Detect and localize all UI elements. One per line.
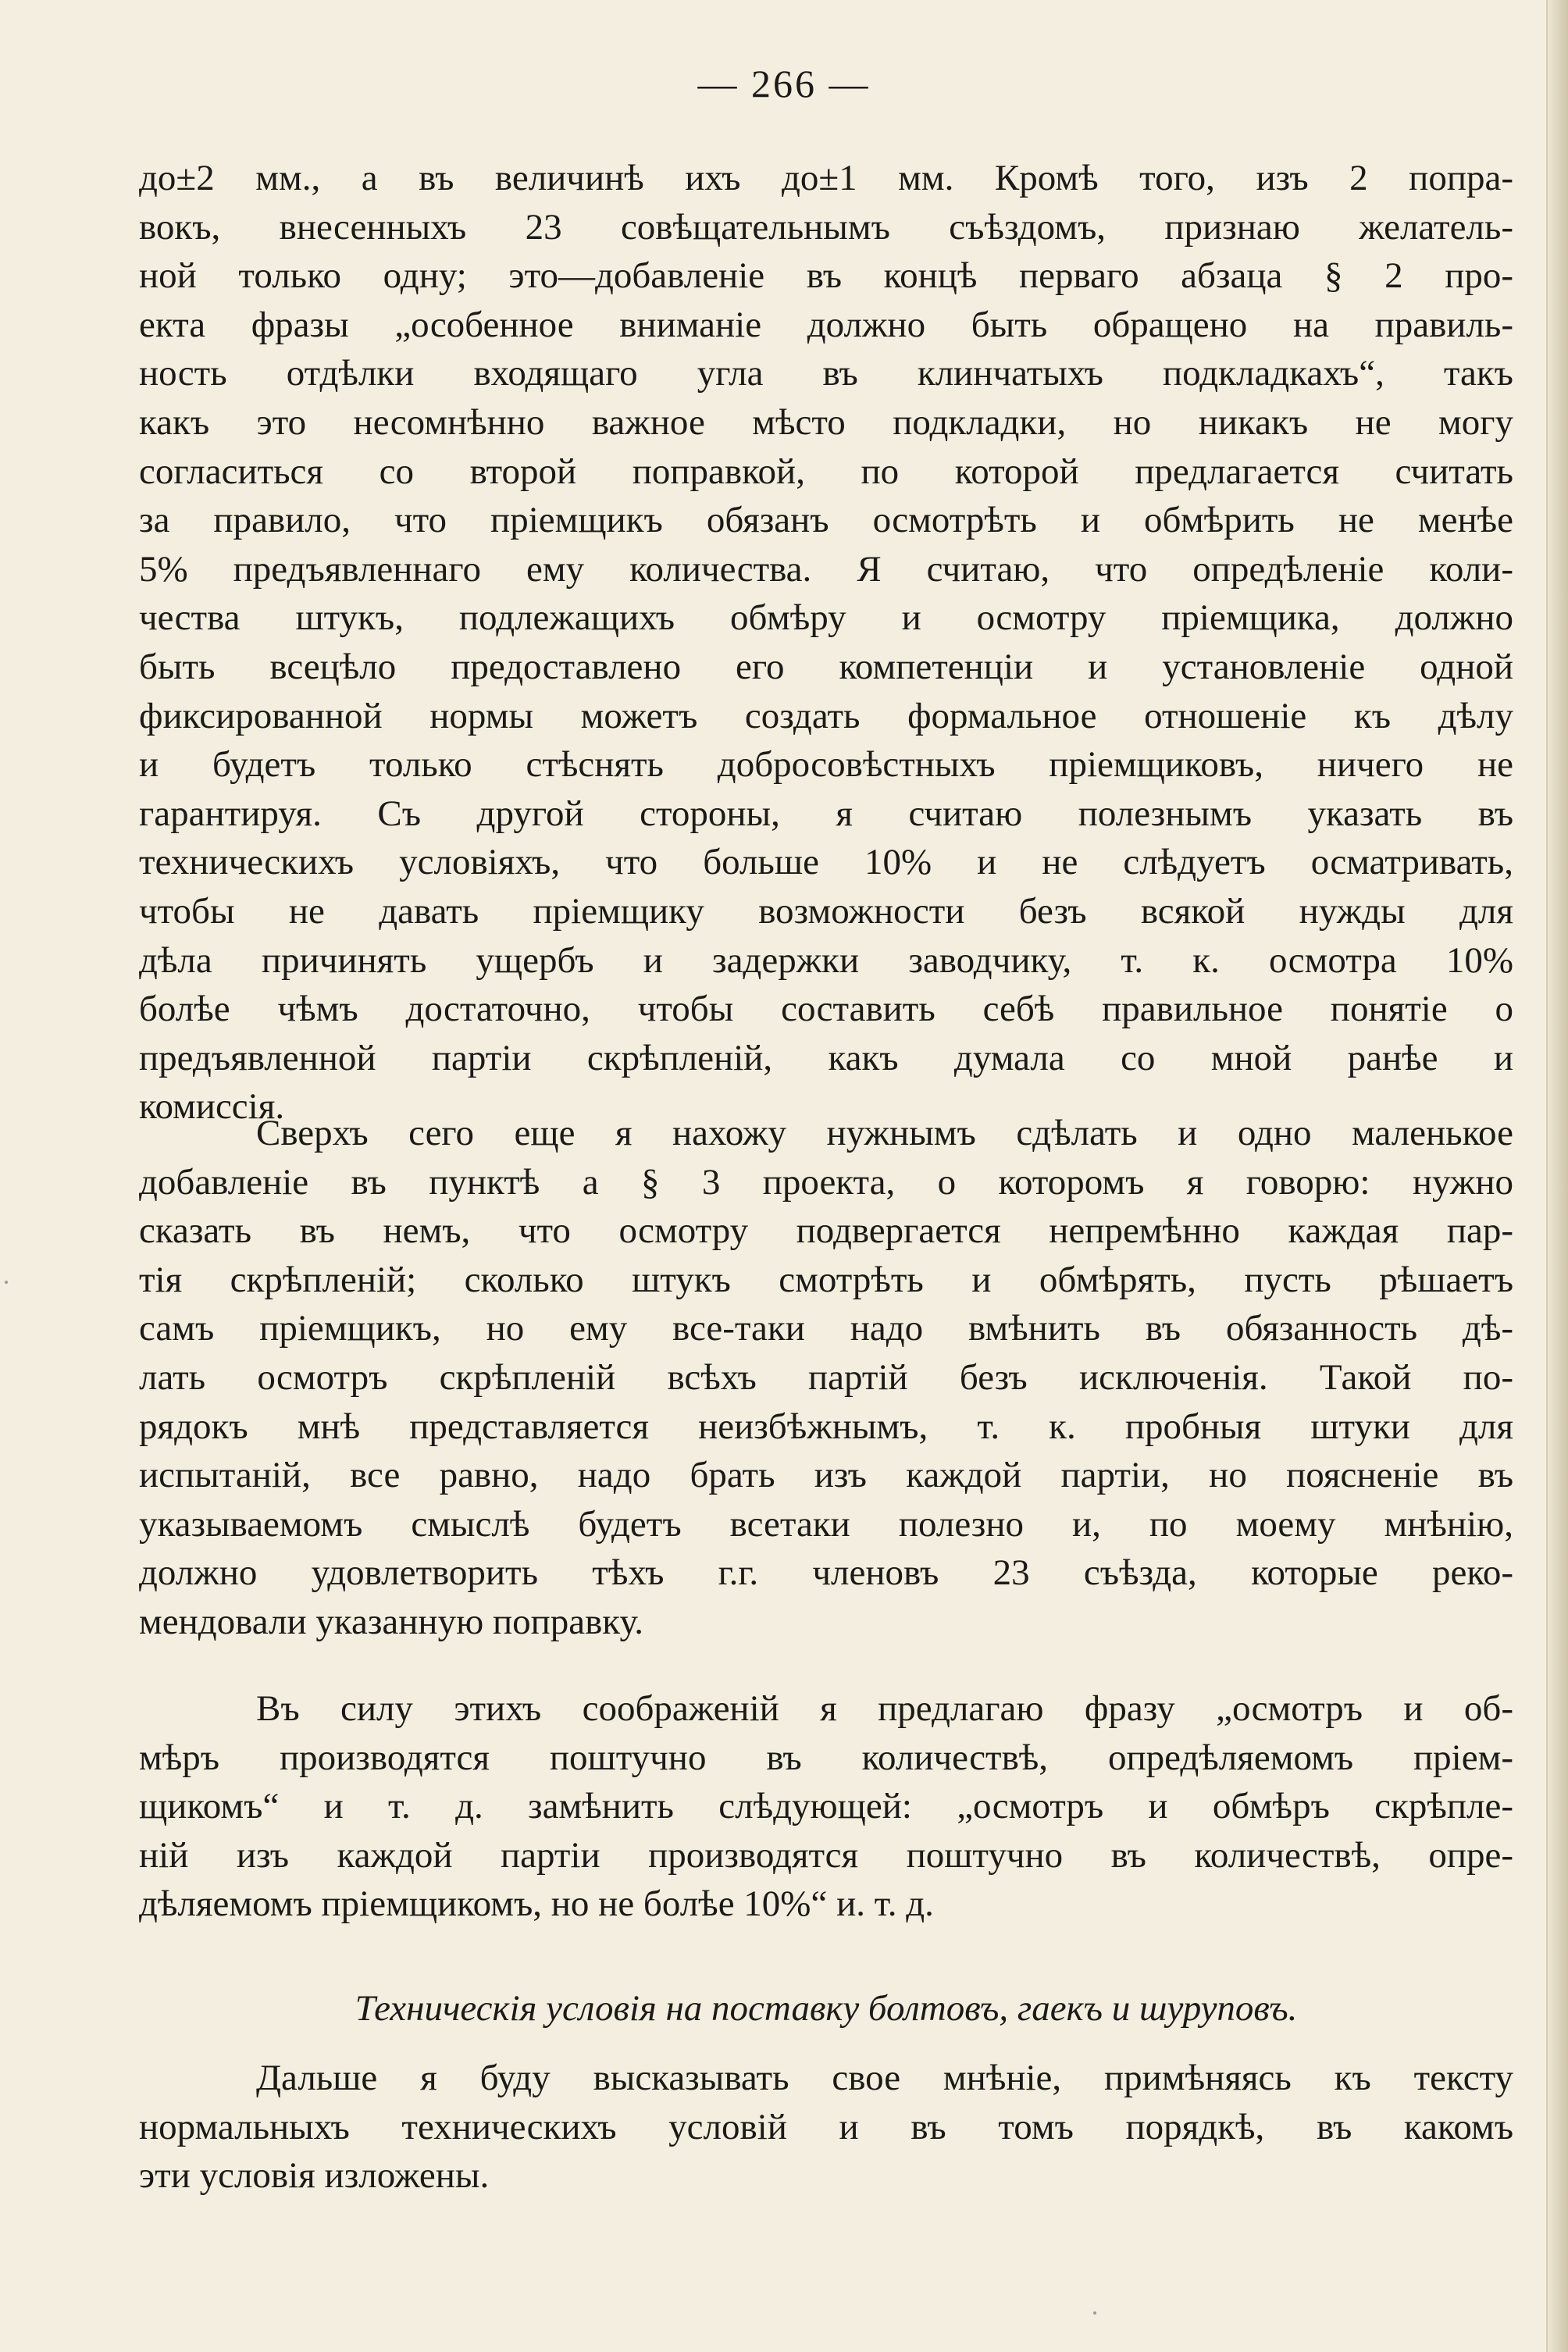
text-line: самъ пріемщикъ, но ему все-таки надо вмѣнить въ обязанность дѣ-: [139, 1308, 1513, 1349]
text-line: лать осмотръ скрѣпленій всѣхъ партій безъ исключенія. Такой по-: [139, 1356, 1513, 1398]
text-line: рядокъ мнѣ представляется неизбѣжнымъ, т. к. пробныя штуки для: [139, 1406, 1513, 1447]
paragraph-2: [139, 1109, 1513, 1647]
text-line: эти условія изложены.: [139, 2155, 490, 2197]
page-edge: [1546, 0, 1568, 2352]
text-line: болѣе чѣмъ достаточно, чтобы составить себѣ правильное понятіе о: [139, 989, 1513, 1030]
text-line: сказать въ немъ, что осмотру подвергается непремѣнно каждая пар-: [139, 1210, 1513, 1252]
text-line: ность отдѣлки входящаго угла въ клинчатыхъ подкладкахъ“, такъ: [139, 353, 1513, 394]
text-line: должно удовлетворить тѣхъ г.г. членовъ 23 съѣзда, которые реко-: [139, 1552, 1513, 1594]
text-line: ной только одну; это—добавленіе въ концѣ перваго абзаца § 2 про-: [139, 255, 1513, 297]
text-line: согласиться со второй поправкой, по которой предлагается считать: [139, 451, 1513, 492]
text-line: Дальше я буду высказывать свое мнѣніе, примѣняясь къ тексту: [256, 2058, 1513, 2098]
text-line: и будетъ только стѣснять добросовѣстныхъ пріемщиковъ, ничего не: [139, 744, 1513, 786]
text-line: 5% предъявленнаго ему количества. Я считаю, что опредѣленіе коли-: [139, 548, 1513, 590]
text-line: Въ силу этихъ соображеній я предлагаю фразу „осмотръ и об-: [256, 1688, 1513, 1729]
text-line: испытаній, все равно, надо брать изъ каждой партіи, но поясненіе въ: [139, 1455, 1513, 1496]
paragraph-4: [139, 2054, 1513, 2201]
text-line: чества штукъ, подлежащихъ обмѣру и осмотру пріемщика, должно: [139, 597, 1513, 639]
paper-speck: [5, 1281, 8, 1284]
paper-speck: [1093, 2311, 1096, 2315]
paragraph-1: [139, 154, 1513, 1131]
text-line: тія скрѣпленій; сколько штукъ смотрѣть и обмѣрять, пусть рѣшаетъ: [139, 1259, 1513, 1300]
text-line: указываемомъ смыслѣ будетъ всетаки полезно и, по моему мнѣнію,: [139, 1503, 1513, 1545]
text-line: дѣляемомъ пріемщикомъ, но не болѣе 10%“ и. т. д.: [139, 1883, 934, 1925]
section-heading: Техническія условія на поставку болтовъ, гаекъ и шуруповъ.: [355, 1988, 1298, 2029]
text-line: предъявленной партіи скрѣпленій, какъ думала со мной ранѣе и: [139, 1037, 1513, 1078]
paragraph-3: [139, 1684, 1513, 1929]
text-line: вокъ, внесенныхъ 23 совѣщательнымъ съѣздомъ, признаю желатель-: [139, 206, 1513, 248]
text-line: добавленіе въ пунктѣ а § 3 проекта, о которомъ я говорю: нужно: [139, 1161, 1513, 1203]
text-line: техническихъ условіяхъ, что больше 10% и не слѣдуетъ осматривать,: [139, 842, 1513, 883]
text-line: до±2 мм., а въ величинѣ ихъ до±1 мм. Кромѣ того, изъ 2 попра-: [139, 158, 1513, 198]
text-line: мѣръ производятся поштучно въ количествѣ, опредѣляемомъ пріем-: [139, 1737, 1513, 1778]
text-line: гарантируя. Съ другой стороны, я считаю полезнымъ указать въ: [139, 793, 1513, 834]
text-line: мендовали указанную поправку.: [139, 1601, 644, 1642]
text-line: комиссія.: [139, 1086, 285, 1128]
text-line: Сверхъ сего еще я нахожу нужнымъ сдѣлать и одно маленькое: [256, 1113, 1513, 1153]
text-line: быть всецѣло предоставлено его компетенціи и установленіе одной: [139, 646, 1513, 687]
text-line: чтобы не давать пріемщику возможности безъ всякой нужды для: [139, 890, 1513, 932]
text-line: нормальныхъ техническихъ условій и въ томъ порядкѣ, въ какомъ: [139, 2106, 1513, 2147]
text-line: за правило, что пріемщикъ обязанъ осмотрѣть и обмѣрить не менѣе: [139, 500, 1513, 541]
text-line: какъ это несомнѣнно важное мѣсто подкладки, но никакъ не могу: [139, 401, 1513, 443]
text-line: дѣла причинять ущербъ и задержки заводчику, т. к. осмотра 10%: [139, 939, 1513, 981]
text-line: щикомъ“ и т. д. замѣнить слѣдующей: „осмотръ и обмѣръ скрѣпле-: [139, 1786, 1513, 1827]
page-number: — 266 —: [697, 62, 871, 105]
text-line: ній изъ каждой партіи производятся поштучно въ количествѣ, опре-: [139, 1834, 1513, 1876]
text-line: фиксированной нормы можетъ создать формальное отношеніе къ дѣлу: [139, 695, 1513, 736]
text-line: екта фразы „особенное вниманіе должно быть обращено на правиль-: [139, 304, 1513, 345]
